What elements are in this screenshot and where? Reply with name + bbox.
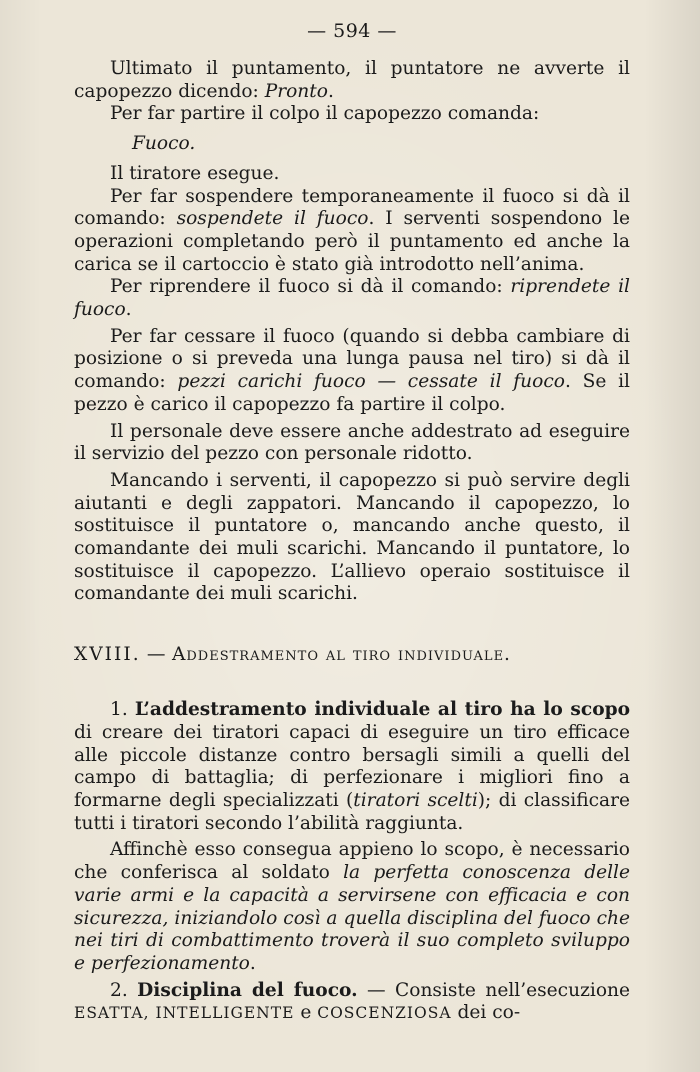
paragraph-personale: Il personale deve essere anche addestrato ad eseguire il servizio del pezzo con personale ridotto.	[74, 420, 630, 465]
italic-text: sospendete il fuoco	[176, 208, 369, 230]
text: — Consiste nell’esecuzione	[357, 979, 630, 1001]
italic-text: pezzi carichi fuoco — cessate il fuoco	[177, 371, 565, 393]
paragraph-sospendere	[74, 186, 630, 277]
italic-text: Pronto	[264, 80, 328, 102]
paragraph-comanda: Per far partire il colpo il capopezzo comanda:	[110, 103, 540, 125]
text: .	[249, 952, 256, 974]
caps-text: COSCENZIOSA	[317, 1004, 452, 1023]
paragraph-serventi: Mancando i serventi, il capopezzo si può servire degli aiutanti e degli zappatori. Mancando il capopezzo, lo sostituisce il puntatore o, mancando anche questo, il comandante dei muli scarichi. Mancando il puntatore, lo sostituisce il capopezzo. L’allievo operaio sostituisce il comandante dei muli scarichi.	[74, 469, 630, 605]
text: ); di classificare tutti i tiratori secondo l’abilità raggiunta.	[74, 789, 630, 834]
paragraph-addestramento	[74, 699, 630, 835]
page-number: — 594 —	[307, 20, 397, 42]
caps-text: ESATTA, INTELLIGENTE	[74, 1004, 295, 1023]
bold-heading: L’addestramento individuale al tiro ha lo scopo	[134, 699, 630, 721]
text: Per riprendere il fuoco si dà il comando:	[110, 276, 511, 298]
text: .	[327, 80, 334, 102]
text: Affinchè esso consegua appieno lo scopo, è necessario che conferisca al soldato	[74, 839, 630, 884]
text: Ultimato il puntamento, il puntatore ne avverte	[110, 58, 605, 79]
section-title: Addestramento al tiro individuale.	[171, 644, 511, 666]
italic-text: tiratori scelti	[353, 789, 478, 811]
text: il capopezzo dicendo:	[74, 58, 630, 102]
text: .	[125, 299, 132, 321]
text: di creare dei tiratori capaci di eseguire un tiro efficace alle piccole distanze contro bersagli simili a quelli del campo di battaglia; di perfezionare i migliori fino a formarne degli specializzati (	[74, 721, 630, 811]
text: dei co-	[451, 1002, 521, 1024]
text: Per far sospendere temporaneamente il fuoco si dà il comando:	[74, 185, 630, 230]
item-number: 2.	[110, 979, 138, 1001]
text: . I serventi sospendono le operazioni completando però il puntamento ed anche la carica se il cartoccio è stato già introdotto nell’anima.	[74, 208, 630, 275]
paragraph-affinche	[74, 839, 630, 975]
section-dash: —	[140, 644, 172, 666]
paragraph-disciplina	[74, 980, 630, 1025]
paragraph-riprendere	[74, 276, 630, 321]
text: Per far cessare il fuoco (quando si debba cambiare di posizione o si preveda una lunga pausa nel tiro) si dà il comando:	[74, 325, 630, 393]
item-number: 1.	[110, 699, 135, 721]
italic-text: la perfetta conoscenza delle varie armi e la capacità a servirsene con efficacia e con sicurezza, iniziandolo così a quella disciplina del fuoco che nei tiri di combattimento troverà il suo completo sviluppo e perfezionamento	[74, 862, 630, 974]
paragraph-puntamento	[74, 58, 630, 103]
italic-text: riprendete il fuoco	[74, 276, 630, 321]
bold-heading: Disciplina del fuoco.	[137, 979, 358, 1001]
section-heading	[74, 644, 630, 665]
book-page	[74, 20, 630, 1025]
section-number: XVIII.	[74, 644, 141, 666]
text: . Se il pezzo è carico il capopezzo fa partire il colpo.	[74, 371, 630, 415]
text: e	[294, 1002, 318, 1024]
paragraph-cessare	[74, 326, 630, 417]
command-fuoco: Fuoco.	[132, 133, 196, 155]
paragraph-tiratore: Il tiratore esegue.	[110, 162, 280, 184]
